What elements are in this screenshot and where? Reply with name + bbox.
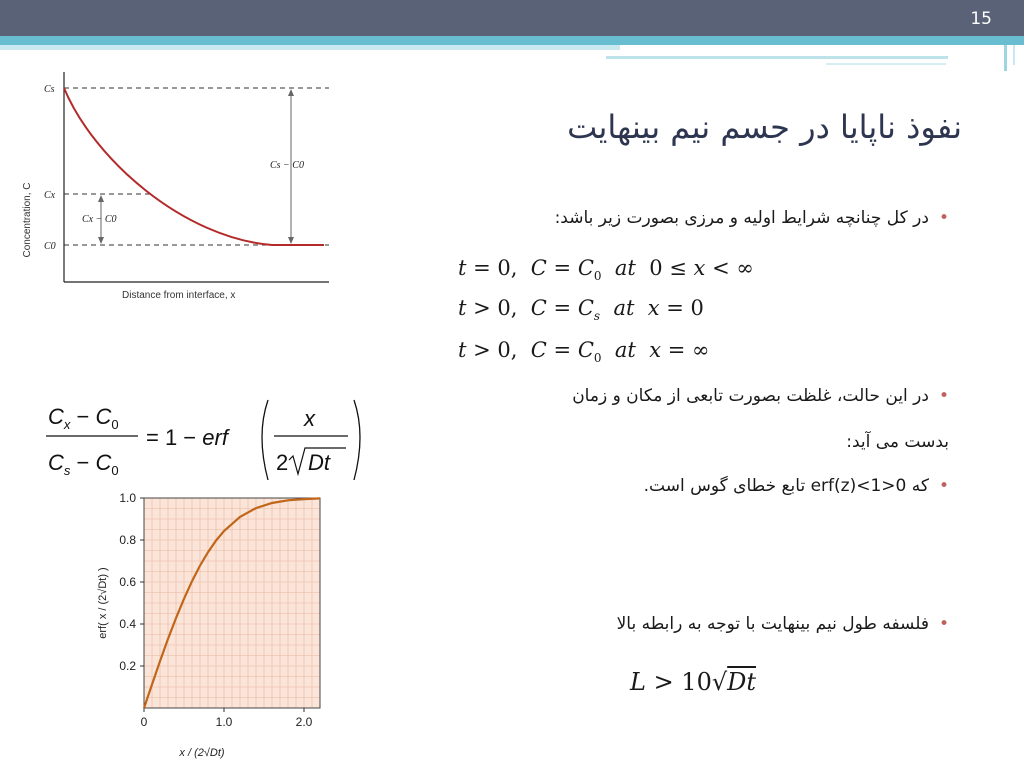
slide-title: نفوذ ناپایا در جسم نیم بینهایت: [567, 108, 962, 146]
accent-stripe: [0, 36, 1024, 45]
bullet-3: [644, 476, 949, 496]
length-equation: L > 10√Dt: [630, 668, 757, 696]
svg-text:x: x: [304, 406, 315, 431]
annot-cx-c0: Cx − C0: [82, 214, 117, 225]
accent-stripe-light: [0, 45, 620, 50]
profile-ylabel: Concentration, C: [22, 182, 33, 258]
bullet-dot: •: [938, 614, 949, 634]
y-tick-label: 0.2: [119, 659, 136, 673]
svg-text:= 1 − erf: = 1 − erf: [146, 425, 228, 450]
boundary-condition-1: t = 0, $C = C_0$ at 0 ≤ x < ∞: [458, 256, 754, 284]
erf-chart: [84, 488, 334, 763]
accent-line-short: [826, 63, 946, 65]
svg-text:Dt: Dt: [308, 450, 330, 475]
y-tick-label: 0.4: [119, 617, 136, 631]
solution-equation: [30, 390, 380, 490]
accent-vertical: [1004, 45, 1007, 71]
annot-cs-c0: Cs − C0: [270, 160, 304, 171]
bullet-2-continued: بدست می آید:: [846, 432, 949, 452]
bullet-dot: •: [938, 476, 949, 496]
bullet-1-text: در کل چنانچه شرایط اولیه و مرزی بصورت زیر باشد:: [554, 208, 929, 228]
label-c0: C0: [44, 241, 56, 252]
y-axis-label: erf( x / (2√Dt) ): [97, 567, 109, 639]
boundary-condition-3: t > 0, $C = C_0$ at x = ∞: [458, 338, 710, 366]
x-axis-label: x / (2√Dt): [179, 747, 225, 759]
page-number: 15: [970, 9, 992, 29]
y-tick-label: 0.6: [119, 575, 136, 589]
bullet-4-text: فلسفه طول نیم بینهایت با توجه به رابطه بالا: [616, 614, 929, 634]
accent-line: [606, 56, 948, 59]
bullet-3-text: که 0<erf(z)<1 تابع خطای گوس است.: [643, 476, 929, 496]
x-tick-label: 2.0: [295, 715, 313, 729]
svg-text:Cx − C0: $C_x - C_0$: [48, 404, 119, 432]
accent-vertical-thin: [1013, 45, 1015, 65]
y-tick-label: 1.0: [119, 491, 136, 505]
top-bar: [0, 0, 1024, 36]
bullet-1: [555, 208, 949, 228]
bullet-2-text: در این حالت، غلظت بصورت تابعی از مکان و زمان: [572, 386, 929, 406]
bullet-4: [617, 614, 949, 634]
label-cs: Cs: [44, 84, 55, 95]
profile-xlabel: Distance from interface, x: [122, 290, 236, 301]
concentration-profile-figure: [14, 70, 334, 310]
svg-text:Cs − C0: $C_s - C_0$: [48, 450, 119, 478]
label-cx: Cx: [44, 190, 56, 201]
svg-text:2: 2: [276, 450, 289, 475]
x-tick-label: 1.0: [215, 715, 233, 729]
bullet-dot: •: [938, 386, 949, 406]
bullet-2: [572, 386, 949, 406]
boundary-condition-2: t > 0, $C = C_s$ at x = 0: [458, 296, 704, 324]
bullet-dot: •: [938, 208, 949, 228]
x-tick-label: 0: [140, 715, 148, 729]
y-tick-label: 0.8: [119, 533, 136, 547]
